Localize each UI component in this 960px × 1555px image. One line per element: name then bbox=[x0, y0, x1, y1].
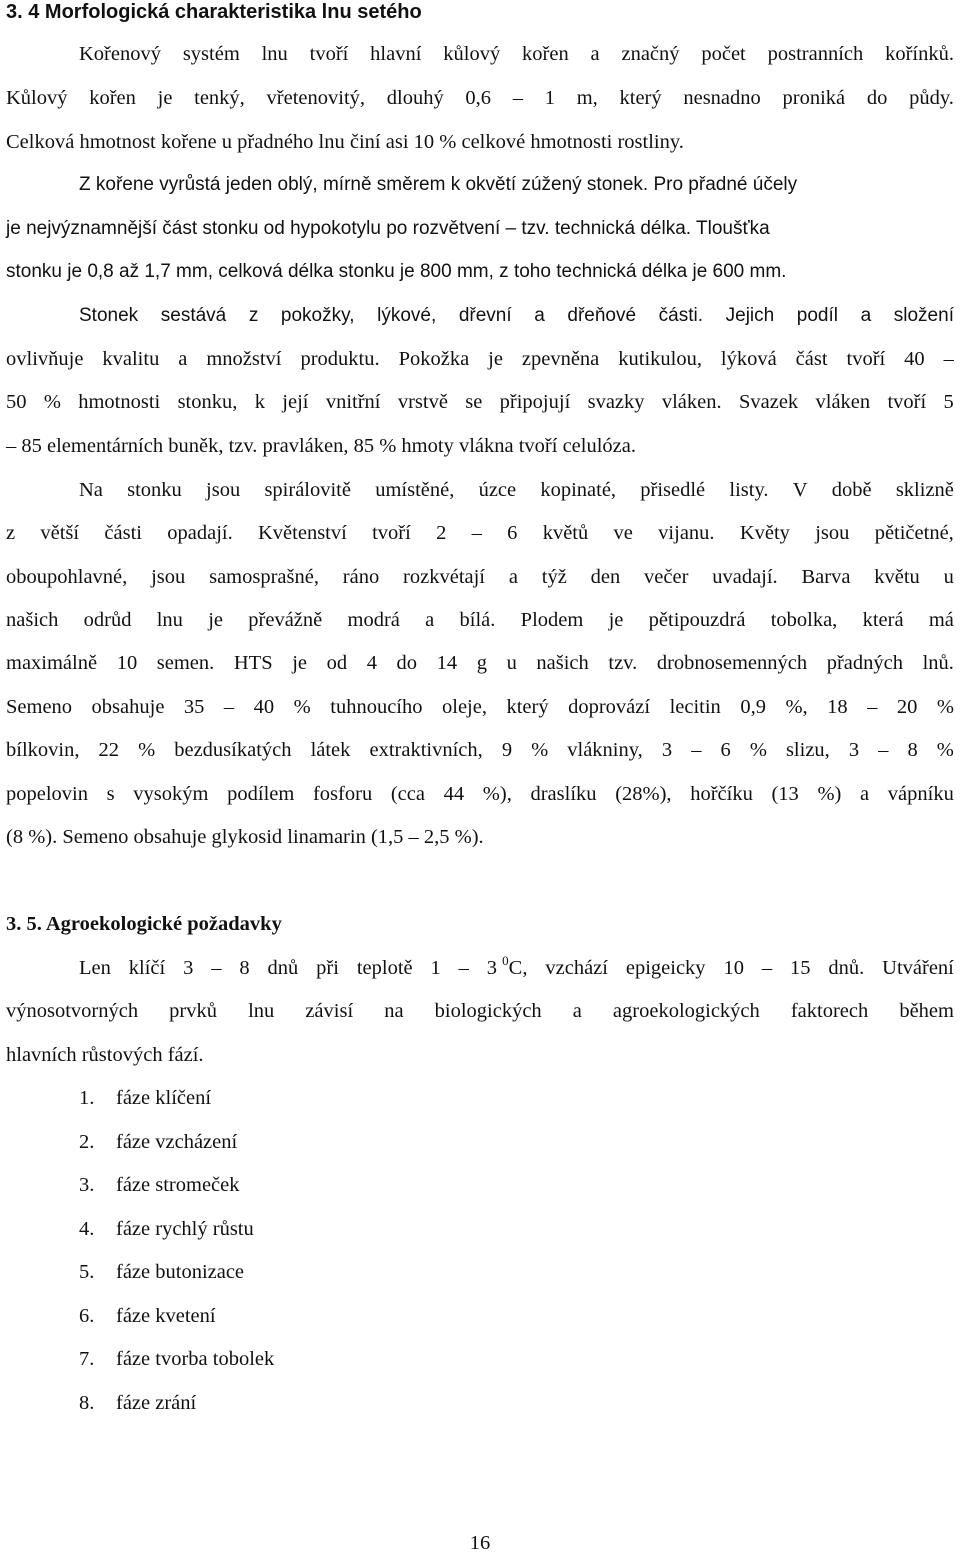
word: u bbox=[943, 566, 954, 588]
word: 1 bbox=[430, 957, 441, 979]
word: tvoří bbox=[309, 43, 349, 65]
word: bezdusíkatých bbox=[174, 739, 292, 761]
word: se bbox=[465, 391, 483, 413]
word: 0,6 bbox=[465, 87, 492, 109]
word: V bbox=[792, 479, 808, 501]
word: připojují bbox=[499, 391, 571, 413]
paragraph-line bbox=[6, 521, 954, 545]
phase-list-item bbox=[79, 1217, 254, 1241]
word: vřetenovitý, bbox=[266, 87, 366, 109]
word: k bbox=[254, 391, 265, 413]
word: – bbox=[878, 739, 889, 761]
degree-superscript: 0 bbox=[502, 953, 509, 968]
word: Na bbox=[79, 479, 103, 501]
word: % bbox=[936, 696, 954, 718]
word: kutikulou, bbox=[618, 348, 702, 370]
paragraph-line-with-superscript bbox=[79, 953, 954, 980]
word: 3 bbox=[848, 739, 860, 761]
word: g bbox=[476, 652, 487, 674]
word: lýková bbox=[720, 348, 777, 370]
word: obsahuje bbox=[91, 696, 165, 718]
paragraph-line bbox=[6, 565, 954, 589]
phase-number: 1. bbox=[79, 1087, 95, 1109]
word: část bbox=[795, 348, 828, 370]
word: 3 bbox=[661, 739, 673, 761]
word: – bbox=[211, 957, 222, 979]
word: %, bbox=[785, 696, 808, 718]
word: – bbox=[691, 739, 702, 761]
word: odrůd bbox=[83, 609, 132, 631]
word: vysokým bbox=[133, 783, 209, 805]
word: 1 bbox=[544, 87, 555, 109]
word: složení bbox=[893, 305, 954, 326]
phase-list-item bbox=[79, 1130, 237, 1154]
section-heading-3-5: 3. 5. Agroekologické požadavky bbox=[6, 913, 282, 935]
phase-label: fáze rychlý růstu bbox=[116, 1217, 254, 1240]
word: uvadají. bbox=[712, 566, 778, 588]
word: je bbox=[157, 87, 173, 109]
word: produktu. bbox=[300, 348, 380, 370]
word: tzv. bbox=[608, 652, 638, 674]
word: kvalitu bbox=[102, 348, 160, 370]
phase-label: fáze zrání bbox=[116, 1391, 197, 1414]
phase-number: 3. bbox=[79, 1174, 95, 1196]
word: faktorech bbox=[790, 1000, 869, 1022]
word: je bbox=[292, 652, 307, 674]
word: a bbox=[534, 305, 545, 326]
word: vijanu. bbox=[658, 522, 715, 544]
phase-list-item bbox=[79, 1347, 274, 1371]
phase-number: 6. bbox=[79, 1304, 95, 1327]
word: 8 bbox=[239, 957, 250, 979]
word: který bbox=[506, 696, 549, 718]
word: semen. bbox=[156, 652, 215, 674]
word: lýkové, bbox=[377, 305, 437, 326]
word: a bbox=[590, 43, 600, 65]
word: Květy bbox=[739, 522, 790, 544]
word: během bbox=[899, 1000, 954, 1022]
word: má bbox=[928, 609, 954, 631]
word: pětičetné, bbox=[874, 522, 954, 544]
word: úzce bbox=[478, 479, 517, 501]
word: výnosotvorných bbox=[6, 1000, 139, 1022]
word: svazky bbox=[587, 391, 645, 413]
word: a bbox=[425, 609, 435, 631]
word: její bbox=[282, 391, 309, 413]
word: a bbox=[860, 783, 870, 805]
word: – bbox=[458, 957, 469, 979]
word: 20 bbox=[896, 696, 918, 718]
word: večer bbox=[644, 566, 689, 588]
word: doprovází bbox=[568, 696, 651, 718]
word: u bbox=[506, 652, 517, 674]
word: Utváření bbox=[882, 957, 954, 979]
word: lnu bbox=[156, 609, 183, 631]
word: 50 bbox=[6, 391, 27, 413]
word: agroekologických bbox=[612, 1000, 760, 1022]
word: (28%), bbox=[615, 783, 672, 805]
word: z bbox=[6, 522, 16, 544]
word: systém bbox=[182, 43, 240, 65]
word: do bbox=[866, 87, 888, 109]
word: do bbox=[396, 652, 418, 674]
word: jsou bbox=[151, 566, 186, 588]
word: při bbox=[316, 957, 339, 979]
paragraph-line: – 85 elementárních buněk, tzv. pravláken, 85 % hmoty vlákna tvoří celulóza. bbox=[6, 435, 636, 457]
word: dřeňové bbox=[567, 305, 637, 326]
word: vzchází bbox=[545, 957, 608, 979]
word: 3 bbox=[183, 957, 194, 979]
word: je bbox=[608, 609, 624, 631]
word: ve bbox=[613, 522, 633, 544]
word: oboupohlavné, bbox=[6, 566, 128, 588]
word: a bbox=[508, 566, 518, 588]
word: s bbox=[106, 783, 115, 805]
phase-label: fáze vzcházení bbox=[116, 1130, 238, 1153]
word: od bbox=[326, 652, 348, 674]
paragraph-line: je nejvýznamnější část stonku od hypokotylu po rozvětvení – tzv. technická délka. Tloušťka bbox=[6, 218, 770, 239]
word: – bbox=[471, 522, 482, 544]
phase-list-item bbox=[79, 1173, 240, 1197]
word: 5 bbox=[943, 391, 954, 413]
paragraph-line: Celková hmotnost kořene u přadného lnu činí asi 10 % celkové hmotnosti rostliny. bbox=[6, 131, 684, 153]
word: lnu bbox=[248, 1000, 275, 1022]
word: kořínků. bbox=[885, 43, 954, 65]
word: draslíku bbox=[530, 783, 597, 805]
phase-list-item bbox=[79, 1086, 211, 1110]
word: nesnadno bbox=[683, 87, 761, 109]
word: lnu bbox=[261, 43, 288, 65]
word: přadných bbox=[826, 652, 903, 674]
paragraph-line bbox=[6, 651, 954, 675]
word: květu bbox=[874, 566, 920, 588]
word: 10 bbox=[723, 957, 744, 979]
phase-number: 8. bbox=[79, 1391, 95, 1414]
word: tvoří bbox=[887, 391, 927, 413]
word: den bbox=[590, 566, 621, 588]
paragraph-line bbox=[79, 478, 954, 502]
word: tuhnoucího bbox=[330, 696, 423, 718]
word: kůlový bbox=[443, 43, 501, 65]
word: %) bbox=[817, 783, 842, 805]
word: části bbox=[104, 522, 142, 544]
word: epigeicky bbox=[625, 957, 706, 979]
word: teplotě bbox=[356, 957, 413, 979]
word: Pokožka bbox=[398, 348, 470, 370]
word: značný bbox=[621, 43, 680, 65]
word: Kůlový bbox=[6, 87, 68, 109]
paragraph-line: stonku je 0,8 až 1,7 mm, celková délka stonku je 800 mm, z toho technická délka je 600 mm. bbox=[6, 261, 787, 282]
word: postranních bbox=[767, 43, 864, 65]
word: Květenství bbox=[258, 522, 347, 544]
word: našich bbox=[6, 609, 59, 631]
word: tvoří bbox=[846, 348, 886, 370]
word: závisí bbox=[305, 1000, 354, 1022]
word: stonku bbox=[127, 479, 182, 501]
word: klíčí bbox=[128, 957, 166, 979]
word: 2 bbox=[436, 522, 447, 544]
word: Svazek bbox=[738, 391, 799, 413]
word: biologických bbox=[434, 1000, 542, 1022]
paragraph-line: Z kořene vyrůstá jeden oblý, mírně směrem k okvětí zúžený stonek. Pro přadné účely bbox=[79, 174, 798, 195]
paragraph-line bbox=[6, 390, 954, 414]
phase-number: 7. bbox=[79, 1348, 95, 1370]
word: dřevní bbox=[458, 305, 512, 326]
word: jsou bbox=[815, 522, 850, 544]
phase-number: 4. bbox=[79, 1217, 95, 1240]
word: 14 bbox=[436, 652, 458, 674]
word: je bbox=[208, 609, 223, 631]
word: prvků bbox=[169, 1000, 217, 1022]
word: podíl bbox=[796, 305, 838, 326]
word: popelovin bbox=[6, 783, 88, 805]
word: – bbox=[512, 87, 524, 109]
word: Len bbox=[79, 957, 111, 979]
word: opadají. bbox=[167, 522, 233, 544]
word: Semeno bbox=[6, 696, 73, 718]
word: 3 $^0$C, bbox=[486, 953, 528, 979]
paragraph-line: (8 %). Semeno obsahuje glykosid linamarin (1,5 – 2,5 %). bbox=[6, 826, 484, 848]
word: vláken bbox=[815, 391, 871, 413]
phase-number: 5. bbox=[79, 1261, 95, 1283]
word: m, bbox=[576, 87, 598, 109]
word: % bbox=[138, 739, 156, 761]
word: tobolka, bbox=[770, 609, 838, 631]
word: a bbox=[572, 1000, 582, 1022]
word: % bbox=[936, 739, 954, 761]
paragraph-line bbox=[6, 695, 954, 719]
word: a bbox=[860, 305, 872, 326]
word: pětipouzdrá bbox=[648, 609, 746, 631]
word: bílkovin, bbox=[6, 739, 80, 761]
page-number: 16 bbox=[469, 1532, 491, 1554]
paragraph-line bbox=[6, 999, 954, 1023]
phase-list-item bbox=[79, 1391, 196, 1415]
word: 0,9 bbox=[740, 696, 766, 718]
word: proniká bbox=[782, 87, 846, 109]
phase-label: fáze butonizace bbox=[116, 1261, 245, 1283]
paragraph-line bbox=[6, 738, 954, 762]
word: 4 bbox=[366, 652, 377, 674]
word: % bbox=[43, 391, 61, 413]
word: rozkvétají bbox=[403, 566, 486, 588]
word: samosprašné, bbox=[209, 566, 319, 588]
phase-label: fáze klíčení bbox=[116, 1087, 212, 1109]
word: jsou bbox=[206, 479, 241, 501]
word: sklizně bbox=[895, 479, 954, 501]
word: z bbox=[248, 305, 259, 326]
paragraph-line bbox=[79, 42, 954, 66]
word: %), bbox=[482, 783, 512, 805]
word: době bbox=[831, 479, 872, 501]
phase-list-item bbox=[79, 1304, 216, 1328]
word: 44 bbox=[443, 783, 465, 805]
paragraph-line bbox=[6, 782, 954, 806]
word: půdy. bbox=[909, 87, 954, 109]
word: převážně bbox=[248, 609, 323, 631]
word: 15 bbox=[789, 957, 811, 979]
word: % bbox=[293, 696, 311, 718]
word: sestává bbox=[160, 305, 227, 326]
section-heading-3-4: 3. 4 Morfologická charakteristika lnu setého bbox=[6, 1, 422, 23]
word: spirálovitě bbox=[264, 479, 351, 501]
paragraph-line bbox=[6, 86, 954, 110]
word: Kořenový bbox=[79, 43, 161, 65]
word: drobnosemenných bbox=[656, 652, 808, 674]
word: zpevněna bbox=[521, 348, 600, 370]
word: lnů. bbox=[922, 652, 954, 674]
word: % bbox=[531, 739, 549, 761]
paragraph-line bbox=[79, 304, 954, 328]
word: dlouhý bbox=[386, 87, 444, 109]
word: 40 bbox=[904, 348, 925, 370]
word: (cca bbox=[390, 783, 425, 805]
word: – bbox=[223, 696, 235, 718]
word: je bbox=[488, 348, 503, 370]
word: 35 bbox=[183, 696, 205, 718]
word: 9 bbox=[501, 739, 513, 761]
word: kořen bbox=[89, 87, 136, 109]
word: 18 bbox=[827, 696, 848, 718]
word: části. bbox=[658, 305, 704, 326]
word: maximálně bbox=[6, 652, 98, 674]
word: která bbox=[862, 609, 904, 631]
word: a bbox=[178, 348, 188, 370]
word: počet bbox=[701, 43, 746, 65]
word: hmotnosti bbox=[78, 391, 161, 413]
word: dnů bbox=[267, 957, 299, 979]
word: týž bbox=[541, 566, 567, 588]
word: ovlivňuje bbox=[6, 348, 84, 370]
word: umístěné, bbox=[375, 479, 455, 501]
word: vápníku bbox=[887, 783, 954, 805]
word: bílá. bbox=[459, 609, 496, 631]
word: ráno bbox=[342, 566, 380, 588]
word: větší bbox=[40, 522, 80, 544]
phase-list-item bbox=[79, 1260, 244, 1284]
phase-label: fáze kvetení bbox=[116, 1304, 216, 1327]
word: našich bbox=[536, 652, 589, 674]
paragraph-line bbox=[6, 608, 954, 632]
word: květů bbox=[542, 522, 589, 544]
word: látek bbox=[310, 739, 351, 761]
word: podílem bbox=[227, 783, 295, 805]
word: 40 bbox=[253, 696, 275, 718]
word: tvoří bbox=[372, 522, 411, 544]
word: 8 bbox=[907, 739, 918, 761]
word: stonku, bbox=[177, 391, 238, 413]
word: hořčíku bbox=[690, 783, 753, 805]
word: 6 bbox=[507, 522, 518, 544]
paragraph-line bbox=[6, 347, 954, 371]
word: fosforu bbox=[312, 783, 373, 805]
word: vlákniny, bbox=[567, 739, 643, 761]
word: listy. bbox=[729, 479, 769, 501]
word: lecitin bbox=[669, 696, 721, 718]
word: hlavní bbox=[370, 43, 422, 65]
word: extraktivních, bbox=[369, 739, 483, 761]
word: tenký, bbox=[194, 87, 245, 109]
word: slizu, bbox=[785, 739, 830, 761]
word: modrá bbox=[347, 609, 400, 631]
word: který bbox=[619, 87, 662, 109]
word: (13 bbox=[771, 783, 799, 805]
word: množství bbox=[206, 348, 282, 370]
word: Barva bbox=[801, 566, 851, 588]
word: vnitřní bbox=[325, 391, 381, 413]
word: HTS bbox=[233, 652, 273, 674]
word: kopinaté, bbox=[540, 479, 617, 501]
word: 10 bbox=[116, 652, 138, 674]
word: Jejich bbox=[725, 305, 775, 326]
word: Stonek bbox=[79, 305, 139, 326]
word: 22 bbox=[98, 739, 120, 761]
phase-label: fáze stromeček bbox=[116, 1174, 240, 1196]
word: Plodem bbox=[520, 609, 584, 631]
word: na bbox=[384, 1000, 404, 1022]
word: pokožky, bbox=[280, 305, 355, 326]
word: oleje, bbox=[442, 696, 487, 718]
word: – bbox=[761, 957, 773, 979]
word: 6 bbox=[720, 739, 731, 761]
word: přisedlé bbox=[640, 479, 706, 501]
word: – bbox=[867, 696, 878, 718]
word: % bbox=[749, 739, 767, 761]
phase-label: fáze tvorba tobolek bbox=[116, 1348, 275, 1370]
paragraph-line: hlavních růstových fází. bbox=[6, 1044, 204, 1066]
word: kořen bbox=[522, 43, 569, 65]
word: – bbox=[943, 348, 954, 370]
word: vláken. bbox=[661, 391, 722, 413]
word: dnů. bbox=[828, 957, 865, 979]
phase-number: 2. bbox=[79, 1130, 95, 1153]
word: vrstvě bbox=[397, 391, 448, 413]
